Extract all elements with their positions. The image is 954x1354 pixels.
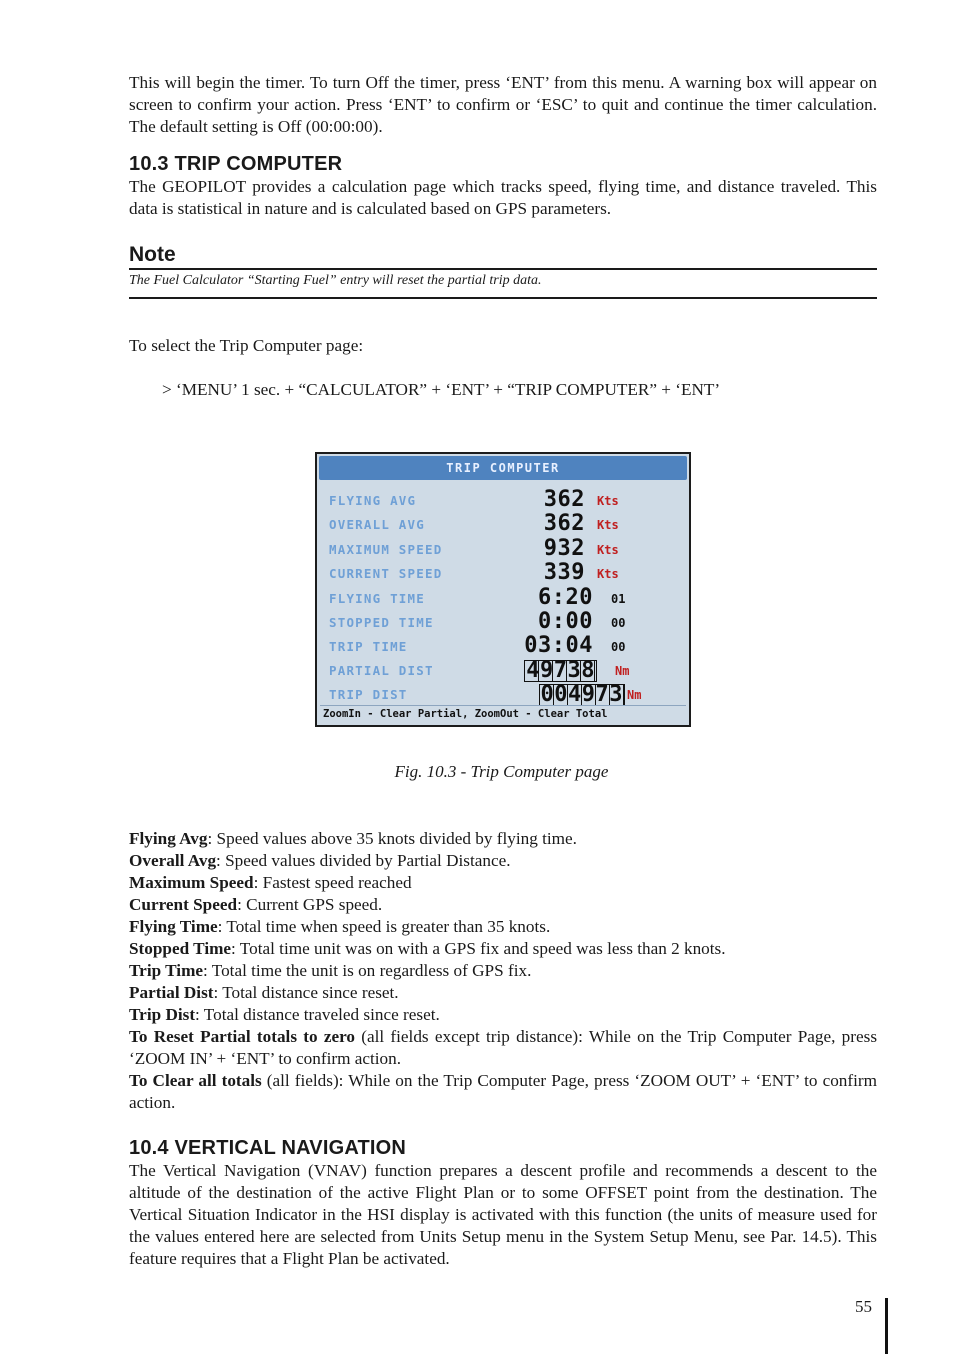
vnav-section	[129, 1136, 877, 1270]
definition-text: : Fastest speed reached	[253, 873, 412, 892]
row-unit: Kts	[597, 567, 619, 581]
row-unit: Nm	[627, 688, 642, 702]
definition-item	[129, 960, 877, 982]
definition-item	[129, 916, 877, 938]
screen-title: TRIP COMPUTER	[319, 456, 687, 480]
row-label: PARTIAL DIST	[329, 663, 434, 678]
row-value: 0:00	[538, 609, 593, 634]
screen-row	[327, 634, 679, 658]
row-label: CURRENT SPEED	[329, 566, 443, 581]
definition-term: Trip Dist	[129, 1005, 196, 1024]
definition-term: Flying Time	[129, 917, 218, 936]
definition-item	[129, 872, 877, 894]
select-instruction: To select the Trip Computer page:	[129, 336, 364, 355]
definition-term: To Reset Partial totals to zero	[129, 1027, 356, 1046]
vnav-heading: 10.4 VERTICAL NAVIGATION	[129, 1137, 407, 1159]
definition-text: : Current GPS speed.	[237, 895, 383, 914]
row-label: MAXIMUM SPEED	[329, 542, 443, 557]
row-label: STOPPED TIME	[329, 615, 434, 630]
definition-text: (all fields): While on the Trip Computer Page, press ‘ZOOM OUT’ + ‘ENT’ to confirm action.	[129, 1071, 877, 1112]
definition-term: Trip Time	[129, 961, 204, 980]
definition-text: : Total time unit was on with a GPS fix and speed was less than 2 knots.	[231, 939, 726, 958]
definition-text: : Total distance since reset.	[213, 983, 399, 1002]
definition-item	[129, 1026, 877, 1070]
definition-term: To Clear all totals	[129, 1071, 262, 1090]
definition-text: : Total time the unit is on regardless of GPS fix.	[203, 961, 532, 980]
row-unit: 00	[611, 616, 626, 630]
page-edge-bar	[885, 1298, 888, 1354]
definition-item	[129, 850, 877, 872]
definition-text: : Total time when speed is greater than 35 knots.	[217, 917, 551, 936]
page-body	[129, 72, 877, 401]
definition-term: Maximum Speed	[129, 873, 254, 892]
row-unit: Nm	[615, 664, 630, 678]
definition-item	[129, 894, 877, 916]
row-unit: 00	[611, 640, 626, 654]
row-label: FLYING TIME	[329, 591, 425, 606]
vnav-body: The Vertical Navigation (VNAV) function prepares a descent profile and recommends a descent to the altitude of the destination of the active Flight Plan or to some OFFSET point from the destination. The Vertical Situation Indicator in the HSI display is activated with this function (the units of measure used for the values entered here are selected from Units Setup menu in the System Setup Menu, see Par. 14.5). This feature requires that a Flight Plan be activated.	[129, 1161, 877, 1268]
definition-item	[129, 982, 877, 1004]
screen-row	[327, 658, 679, 682]
trip-computer-screenshot	[315, 452, 691, 727]
row-unit: 01	[611, 592, 626, 606]
definition-term: Flying Avg	[129, 829, 208, 848]
row-value: 004973	[540, 682, 623, 707]
screen-row	[327, 682, 679, 706]
intro-paragraph: This will begin the timer. To turn Off the timer, press ‘ENT’ from this menu. A warning box will appear on screen to confirm your action. Press ‘ENT’ to confirm or ‘ESC’ to quit and continue the timer calculation. The default setting is Off (00:00:00).	[129, 73, 877, 136]
definition-text: : Speed values above 35 knots divided by flying time.	[207, 829, 577, 848]
row-label: FLYING AVG	[329, 493, 417, 508]
definition-item	[129, 1070, 877, 1114]
screen-row	[327, 488, 679, 512]
row-value: 339	[543, 560, 585, 585]
figure-caption: Fig. 10.3 - Trip Computer page	[394, 762, 609, 781]
definition-term: Partial Dist	[129, 983, 214, 1002]
definition-text: : Total distance traveled since reset.	[195, 1005, 440, 1024]
screen-row	[327, 537, 679, 561]
menu-command: > ‘MENU’ 1 sec. + “CALCULATOR” + ‘ENT’ + “TRIP COMPUTER” + ‘ENT’	[162, 380, 721, 399]
screen-row	[327, 561, 679, 585]
device-screen	[315, 452, 691, 727]
page-number: 55	[855, 1297, 872, 1316]
definition-item	[129, 828, 877, 850]
note-title: Note	[129, 242, 877, 270]
row-label: TRIP TIME	[329, 639, 408, 654]
row-value: 49738	[526, 658, 595, 683]
row-unit: Kts	[597, 494, 619, 508]
row-value: 362	[543, 487, 585, 512]
row-unit: Kts	[597, 543, 619, 557]
note-text: The Fuel Calculator “Starting Fuel” entry will reset the partial trip data.	[129, 270, 877, 299]
trip-computer-heading: 10.3 TRIP COMPUTER	[129, 153, 343, 175]
row-value: 03:04	[524, 633, 593, 658]
definition-term: Overall Avg	[129, 851, 217, 870]
row-label: OVERALL AVG	[329, 517, 425, 532]
screen-row	[327, 610, 679, 634]
screen-row	[327, 512, 679, 536]
row-value: 932	[543, 536, 585, 561]
screen-footer: ZoomIn - Clear Partial, ZoomOut - Clear Total	[320, 705, 686, 722]
row-label: TRIP DIST	[329, 687, 408, 702]
row-value: 6:20	[538, 585, 593, 610]
screen-row	[327, 586, 679, 610]
definition-term: Current Speed	[129, 895, 238, 914]
row-value: 362	[543, 511, 585, 536]
definition-text: : Speed values divided by Partial Distance.	[216, 851, 511, 870]
definitions-list	[129, 828, 877, 1114]
trip-computer-body: The GEOPILOT provides a calculation page which tracks speed, flying time, and distance traveled. This data is statistical in nature and is calculated based on GPS parameters.	[129, 177, 877, 218]
definition-item	[129, 938, 877, 960]
row-unit: Kts	[597, 518, 619, 532]
definition-term: Stopped Time	[129, 939, 232, 958]
definition-item	[129, 1004, 877, 1026]
definition-text: (all fields except trip distance): While on the Trip Computer Page, press ‘ZOOM IN’ + ‘ENT’ to confirm action.	[129, 1027, 878, 1068]
